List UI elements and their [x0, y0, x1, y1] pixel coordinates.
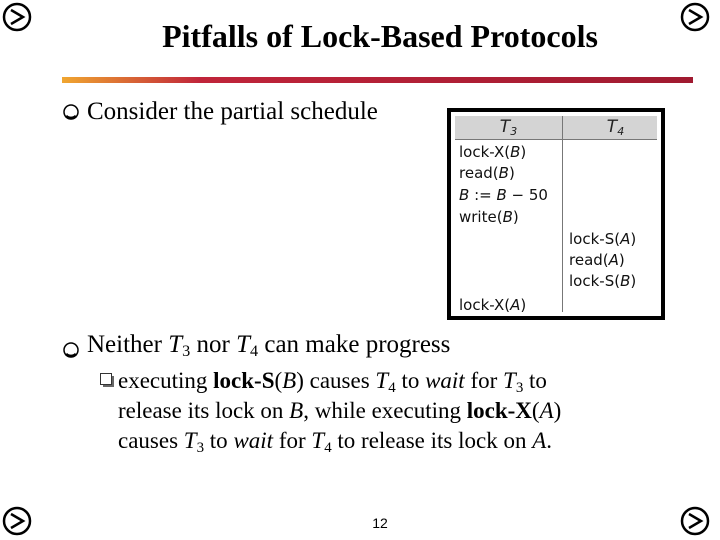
t4-operation: lock-S(A): [569, 230, 637, 248]
slide-title: Pitfalls of Lock-Based Protocols: [162, 18, 598, 54]
corner-ornament-icon: [680, 506, 710, 536]
t3-operation: write(B): [459, 208, 519, 226]
t3-operation: B := B − 50: [459, 186, 548, 204]
corner-ornament-icon: [2, 2, 32, 32]
page-number: 12: [372, 515, 388, 531]
t3-operation: lock-X(A): [459, 296, 527, 314]
circle-bullet-icon: [62, 103, 80, 121]
bullet-text: Neither $T_3$ nor $T_4$ can make progress: [87, 331, 451, 360]
schedule-header: [455, 116, 657, 140]
square-bullet-icon: [100, 373, 112, 385]
t3-operation: lock-X(B): [459, 143, 527, 161]
t4-operation: lock-S(B): [569, 272, 637, 290]
sub-bullet-line-3: causes $T_3$ to wait for $T_4$ to release its lock on A.: [118, 428, 553, 456]
t4-operation: read(A): [569, 251, 625, 269]
title-divider: [62, 77, 693, 83]
bullet-text: Consider the partial schedule: [87, 98, 378, 125]
schedule-table: [447, 108, 665, 320]
column-header-t4: $T_4$: [606, 117, 625, 138]
corner-ornament-icon: [680, 2, 710, 32]
column-header-t3: $T_3$: [499, 117, 518, 138]
sub-bullet-line-1: executing lock-S(B) causes $T_4$ to wait for $T_3$ to: [118, 368, 547, 396]
sub-bullet-line-2: release its lock on B, while executing lock-X(A): [118, 398, 562, 423]
circle-bullet-icon: [62, 341, 80, 359]
t3-operation: read(B): [459, 164, 515, 182]
column-divider: [562, 116, 563, 312]
corner-ornament-icon: [2, 506, 32, 536]
